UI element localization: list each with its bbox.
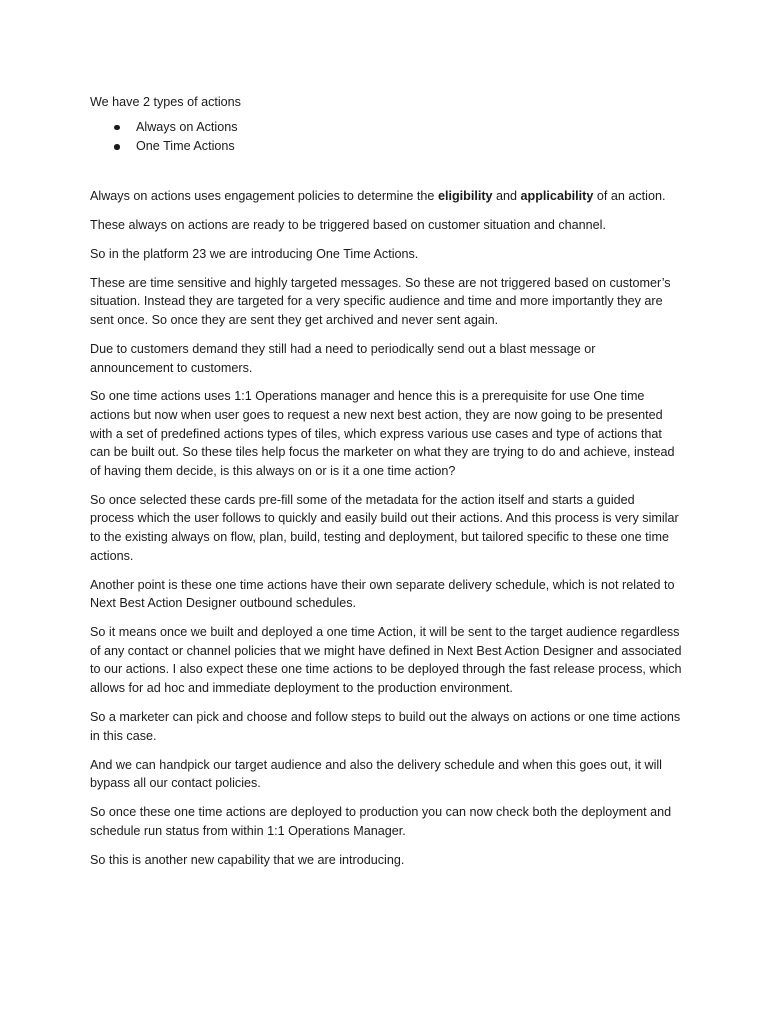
- list-item: [90, 118, 682, 138]
- paragraph: Another point is these one time actions have their own separate delivery schedule, which is not related to Next Best Action Designer outbound schedules.: [90, 577, 675, 611]
- paragraph-text: and: [492, 188, 521, 203]
- paragraph: These always on actions are ready to be triggered based on customer situation and channel.: [90, 217, 606, 232]
- bold-term-eligibility: eligibility: [437, 188, 493, 203]
- list-item: [90, 137, 682, 157]
- paragraph: And we can handpick our target audience and also the delivery schedule and when this goes out, it will bypass all our contact policies.: [90, 757, 662, 791]
- paragraph: So it means once we built and deployed a one time Action, it will be sent to the target audience regardless of any contact or channel policies that we might have defined in Next Best Action Designer and associated to our actions. I also expect these one time actions to be deployed through the fast release process, which allows for ad hoc and immediate deployment to the production environment.: [90, 625, 682, 695]
- document-body: [90, 93, 682, 880]
- paragraph: These are time sensitive and highly targeted messages. So these are not triggered based on customer’s situation. Instead they are targeted for a very specific audience and time and more importantly they are sent once. So once they are sent they get archived and never sent again.: [90, 275, 671, 327]
- paragraph-text: of an action.: [593, 188, 666, 203]
- paragraph: Due to customers demand they still had a need to periodically send out a blast message or announcement to customers.: [90, 341, 596, 375]
- list-item-label: Always on Actions: [136, 119, 238, 134]
- bold-term-applicability: applicability: [520, 188, 594, 203]
- paragraph: So a marketer can pick and choose and follow steps to build out the always on actions or one time actions in this case.: [90, 709, 681, 743]
- paragraph: So once selected these cards pre-fill some of the metadata for the action itself and starts a guided process which the user follows to quickly and easily build out their actions. And this process is very similar to the existing always on flow, plan, build, testing and deployment, but tailored specific to these one time actions.: [90, 492, 679, 563]
- paragraph: So one time actions uses 1:1 Operations manager and hence this is a prerequisite for use One time actions but now when user goes to request a new next best action, they are now going to be presented with a set of predefined actions types of tiles, which express various use cases and type of actions that can be built out. So these tiles help focus the marketer on what they are trying to do and achieve, instead of having them decide, is this always on or is it a one time action?: [90, 389, 675, 478]
- paragraph: So this is another new capability that we are introducing.: [90, 852, 405, 867]
- paragraph: So once these one time actions are deployed to production you can now check both the deployment and schedule run status from within 1:1 Operations Manager.: [90, 805, 672, 838]
- list-item-label: One Time Actions: [136, 139, 235, 154]
- intro-paragraph: We have 2 types of actions: [90, 95, 241, 109]
- paragraph-text: Always on actions uses engagement policies to determine the: [90, 188, 438, 203]
- action-types-list: [90, 118, 682, 157]
- paragraph: So in the platform 23 we are introducing One Time Actions.: [90, 246, 419, 261]
- bullet-icon: [114, 125, 120, 131]
- bullet-icon: [114, 144, 120, 150]
- paragraph: [90, 187, 682, 206]
